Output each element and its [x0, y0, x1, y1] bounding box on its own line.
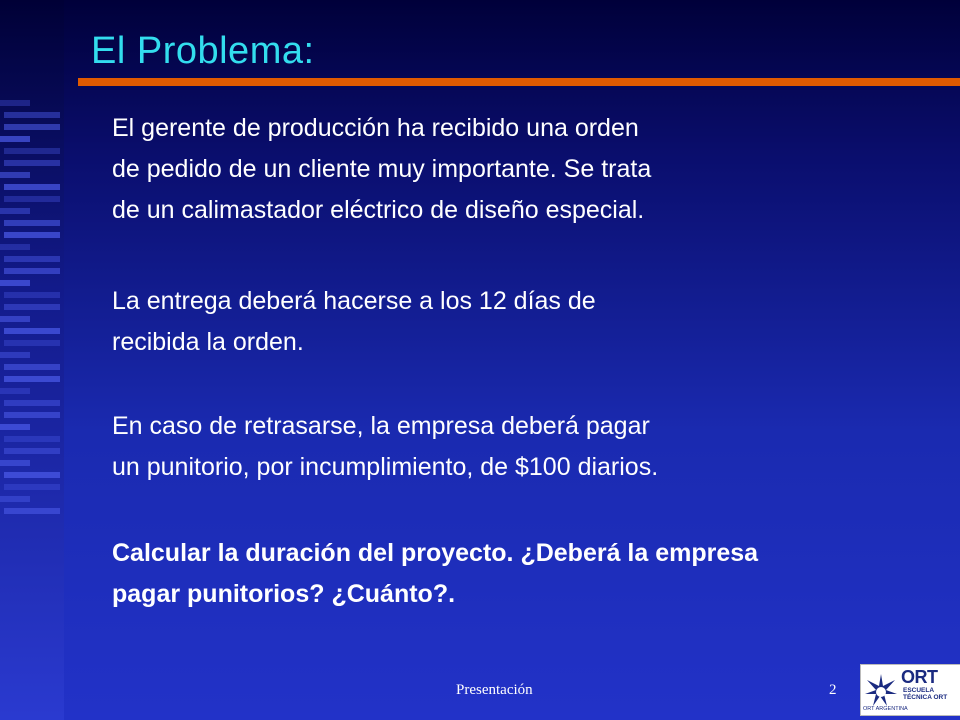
decorative-stripe — [4, 184, 60, 190]
paragraph-2 — [112, 281, 952, 363]
text-line: El gerente de producción ha recibido una orden — [112, 114, 639, 142]
decorative-stripe — [0, 388, 30, 394]
decorative-stripe — [4, 304, 60, 310]
paragraph-3 — [112, 406, 952, 488]
decorative-stripe — [0, 280, 30, 286]
decorative-stripe — [4, 376, 60, 382]
text-line: En caso de retrasarse, la empresa deberá pagar — [112, 412, 650, 440]
decorative-stripe — [4, 472, 60, 478]
decorative-stripe — [4, 148, 60, 154]
decorative-stripe — [0, 244, 30, 250]
text-line: Calcular la duración del proyecto. ¿Deberá la empresa — [112, 539, 759, 567]
decorative-stripe — [4, 292, 60, 298]
logo-line-1: ESCUELA — [903, 687, 935, 694]
text-line: de un calimastador eléctrico de diseño especial. — [112, 196, 645, 224]
text-line: pagar punitorios? ¿Cuánto?. — [112, 580, 456, 608]
decorative-stripe — [4, 268, 60, 274]
left-stripes — [0, 0, 64, 720]
decorative-stripe — [0, 352, 30, 358]
decorative-stripe — [4, 400, 60, 406]
logo-subtitle — [903, 687, 947, 701]
decorative-stripe — [4, 220, 60, 226]
decorative-stripe — [0, 100, 30, 106]
decorative-stripe — [4, 256, 60, 262]
paragraph-1 — [112, 108, 952, 231]
text-line: recibida la orden. — [112, 328, 304, 356]
text-line: de pedido de un cliente muy importante. Se trata — [112, 155, 652, 183]
decorative-stripe — [0, 208, 30, 214]
paragraph-4 — [112, 533, 952, 615]
page-number: 2 — [829, 682, 837, 698]
decorative-stripe — [0, 136, 30, 142]
logo-bottom-text: ORT ARGENTINA — [863, 706, 908, 712]
decorative-stripe — [4, 124, 60, 130]
ort-logo — [860, 664, 960, 716]
decorative-stripe — [0, 316, 30, 322]
slide-title: El Problema: — [91, 30, 315, 72]
decorative-stripe — [4, 232, 60, 238]
decorative-stripe — [4, 112, 60, 118]
decorative-stripe — [4, 448, 60, 454]
decorative-stripe — [0, 424, 30, 430]
decorative-stripe — [4, 436, 60, 442]
decorative-stripe — [4, 364, 60, 370]
decorative-stripe — [0, 172, 30, 178]
text-line: un punitorio, por incumplimiento, de $100 diarios. — [112, 453, 659, 481]
decorative-stripe — [4, 484, 60, 490]
decorative-stripe — [4, 412, 60, 418]
decorative-stripe — [4, 340, 60, 346]
decorative-stripe — [0, 460, 30, 466]
footer-label: Presentación — [456, 682, 533, 698]
decorative-stripe — [0, 496, 30, 502]
decorative-stripe — [4, 328, 60, 334]
text-line: La entrega deberá hacerse a los 12 días de — [112, 287, 596, 315]
logo-burst-icon — [863, 670, 899, 710]
decorative-stripe — [4, 196, 60, 202]
title-underline — [78, 78, 960, 86]
logo-line-2: TÉCNICA ORT — [903, 694, 948, 701]
decorative-stripe — [4, 160, 60, 166]
logo-ort-text: ORT — [901, 667, 938, 687]
decorative-stripe — [4, 508, 60, 514]
